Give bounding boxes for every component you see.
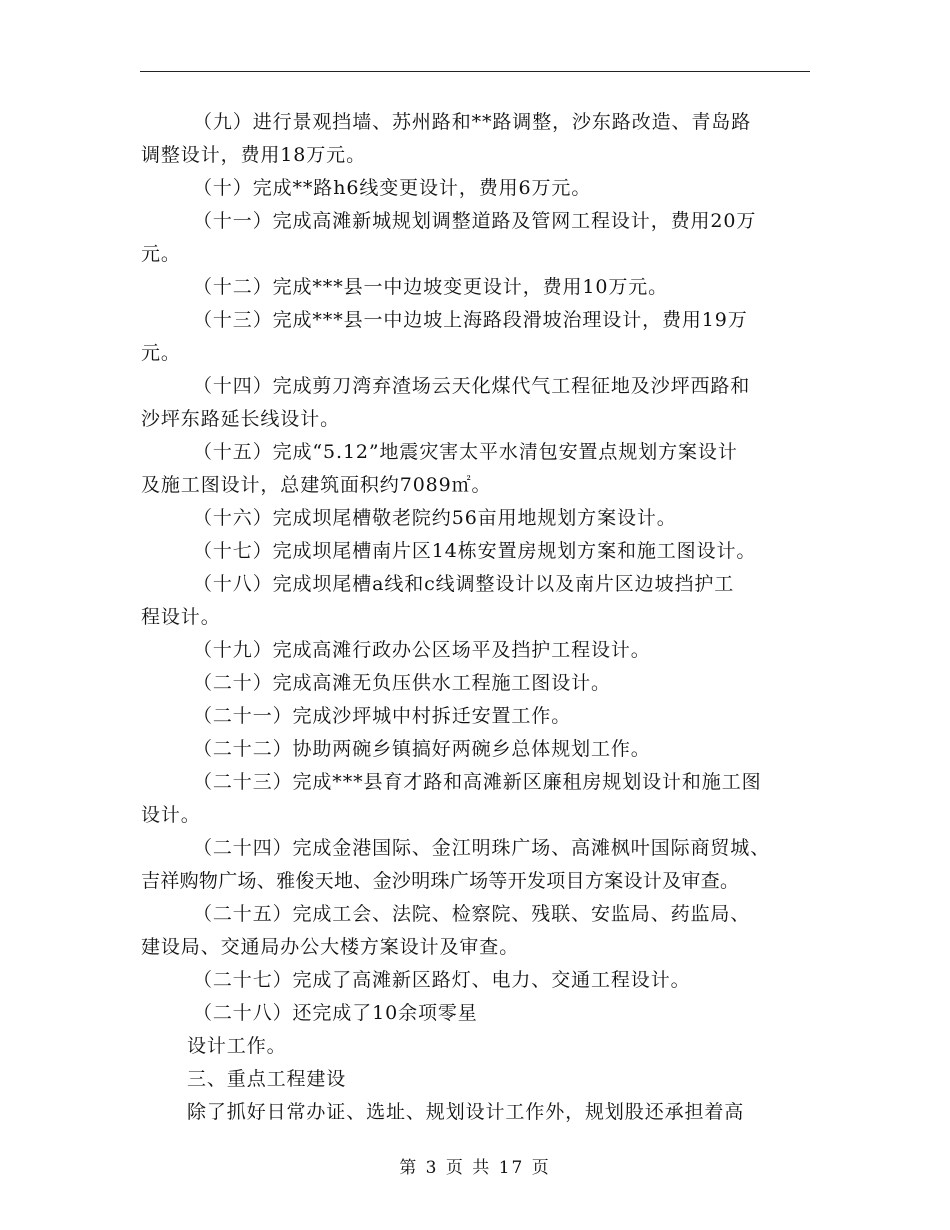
text-line: 及施工图设计，总建筑面积约7089㎡。 bbox=[141, 474, 492, 496]
text-line: （二十二）协助两碗乡镇搞好两碗乡总体规划工作。 bbox=[193, 738, 651, 760]
text-line: 程设计。 bbox=[141, 606, 221, 628]
text-line: （十一）完成高滩新城规划调整道路及管网工程设计，费用20万 bbox=[193, 210, 757, 232]
text-line: （二十八）还完成了10余项零星 bbox=[193, 1002, 478, 1024]
text-line: （十四）完成剪刀湾弃渣场云天化煤代气工程征地及沙坪西路和 bbox=[193, 375, 751, 397]
text-line: （十八）完成坝尾槽a线和c线调整设计以及南片区边坡挡护工 bbox=[193, 573, 735, 595]
text-line: 元。 bbox=[141, 342, 181, 364]
text-line: （十三）完成***县一中边坡上海路段滑坡治理设计，费用19万 bbox=[193, 309, 748, 331]
text-line: （十二）完成***县一中边坡变更设计，费用10万元。 bbox=[193, 276, 669, 298]
text-line: （二十一）完成沙坪城中村拆迁安置工作。 bbox=[193, 705, 572, 727]
text-line: （九）进行景观挡墙、苏州路和**路调整，沙东路改造、青岛路 bbox=[193, 111, 752, 133]
text-line: （二十七）完成了高滩新区路灯、电力、交通工程设计。 bbox=[193, 969, 691, 991]
text-line: 设计。 bbox=[141, 804, 201, 826]
header-rule bbox=[140, 71, 810, 72]
text-line: （十九）完成高滩行政办公区场平及挡护工程设计。 bbox=[193, 639, 651, 661]
text-line: （二十三）完成***县育才路和高滩新区廉租房规划设计和施工图 bbox=[193, 771, 762, 793]
text-line: （十五）完成“5.12”地震灾害太平水清包安置点规划方案设计 bbox=[193, 441, 738, 463]
text-line: 吉祥购物广场、雅俊天地、金沙明珠广场等开发项目方案设计及审查。 bbox=[141, 870, 740, 892]
section-heading: 三、重点工程建设 bbox=[187, 1068, 347, 1090]
text-line: 元。 bbox=[141, 243, 181, 265]
text-line: （二十）完成高滩无负压供水工程施工图设计。 bbox=[193, 672, 611, 694]
text-line: （十六）完成坝尾槽敬老院约56亩用地规划方案设计。 bbox=[193, 507, 677, 529]
text-line: 沙坪东路延长线设计。 bbox=[141, 408, 341, 430]
text-line: 建设局、交通局办公大楼方案设计及审查。 bbox=[141, 936, 520, 958]
text-line: （二十四）完成金港国际、金江明珠广场、高滩枫叶国际商贸城、 bbox=[193, 837, 771, 859]
text-line: （二十五）完成工会、法院、检察院、残联、安监局、药监局、 bbox=[193, 903, 751, 925]
text-line: （十）完成**路h6线变更设计，费用6万元。 bbox=[193, 177, 592, 199]
text-line: 设计工作。 bbox=[187, 1035, 287, 1057]
text-line: （十七）完成坝尾槽南片区14栋安置房规划方案和施工图设计。 bbox=[193, 540, 757, 562]
text-line: 除了抓好日常办证、选址、规划设计工作外，规划股还承担着高 bbox=[187, 1101, 745, 1123]
text-line: 调整设计，费用18万元。 bbox=[141, 144, 366, 166]
document-body bbox=[141, 106, 809, 1129]
page-number-footer: 第 3 页 共 17 页 bbox=[399, 1158, 551, 1178]
